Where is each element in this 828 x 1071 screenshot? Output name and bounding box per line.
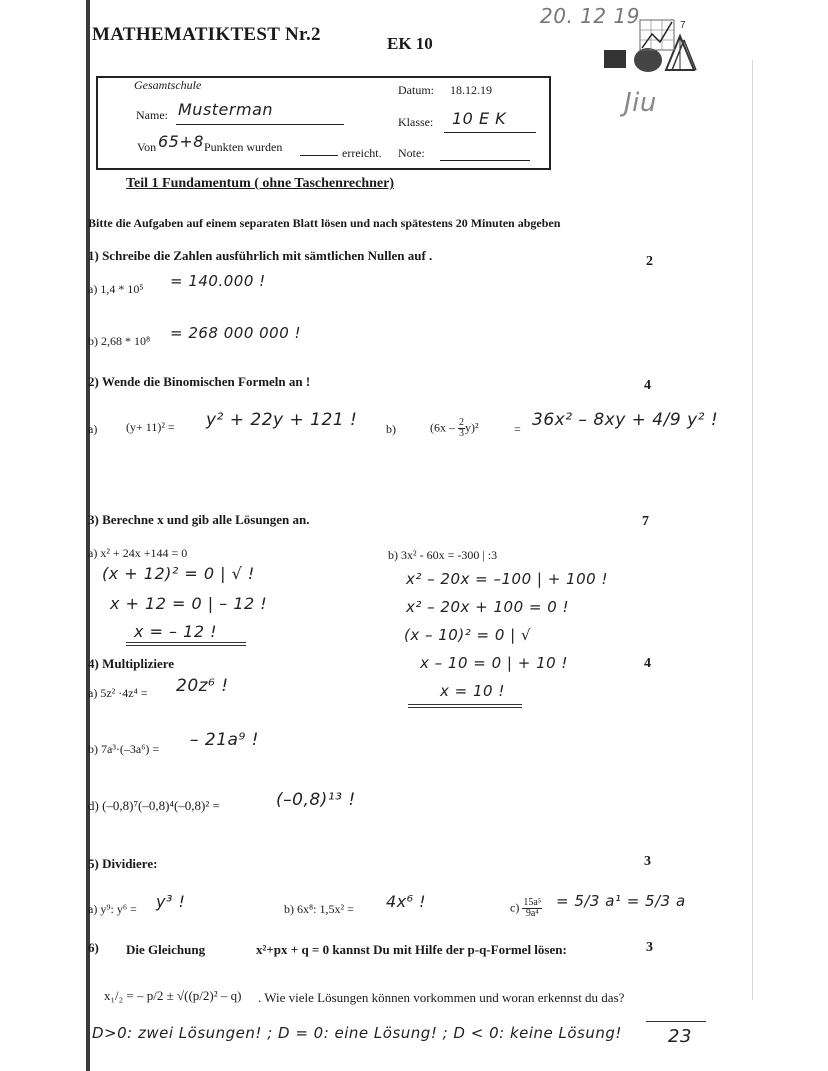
task2b-label: b) (386, 422, 396, 436)
task2-points: 4 (644, 378, 651, 393)
name-label: Name: (136, 108, 168, 122)
task3b-step-3: (x – 10)² = 0 | √ (404, 626, 532, 644)
task1a-answer: = 140.000 ! (170, 272, 266, 290)
task1-title: 1) Schreibe die Zahlen ausführlich mit sämtlichen Nullen auf . (88, 248, 433, 263)
score-line (646, 1021, 706, 1022)
klasse-underline (444, 132, 536, 133)
task2b-frac-den: 3 (459, 428, 464, 439)
task5c-fraction (522, 898, 542, 919)
task5c-expr (510, 898, 542, 919)
task2b-expr-pre: (6x – (430, 420, 455, 435)
task5b-answer: 4x⁶ ! (386, 892, 427, 911)
task5c-answer: = 5/3 a¹ = 5/3 a (556, 892, 686, 910)
task3a-step-3: x = – 12 ! (134, 622, 217, 641)
task3a-step-2: x + 12 = 0 | – 12 ! (110, 594, 268, 613)
note-label: Note: (398, 146, 425, 160)
task5a-label: a) y⁹: y⁶ = (88, 902, 137, 916)
task3a-step-1: (x + 12)² = 0 | √ ! (102, 564, 255, 583)
name-underline (176, 124, 344, 125)
task4a-label: a) 5z² ·4z⁴ = (88, 686, 148, 700)
klasse-value[interactable]: 10 E K (452, 109, 507, 128)
task3a-result-underline (126, 642, 246, 646)
task2b-eq: = (514, 422, 521, 436)
task1b-answer: = 268 000 000 ! (170, 324, 302, 342)
part-title: Teil 1 Fundamentum ( ohne Taschenrechner) (126, 176, 394, 191)
klasse-label: Klasse: (398, 115, 434, 129)
task6-equation: x²+px + q = 0 kannst Du mit Hilfe der p-q-Formel lösen: (256, 942, 567, 957)
erreicht-text: erreicht. (342, 146, 382, 160)
task3-title: 3) Berechne x und gib alle Lösungen an. (88, 512, 310, 527)
task2a-answer: y² + 22y + 121 ! (206, 410, 358, 430)
task3b-result-underline (408, 704, 522, 708)
margin-rule (752, 60, 753, 1000)
task2-title: 2) Wende die Binomischen Formeln an ! (88, 374, 311, 389)
task5b-label: b) 6x⁸: 1,5x² = (284, 902, 354, 916)
task4-points: 4 (644, 656, 651, 671)
task4b-label: b) 7a³·(–3a⁶) = (88, 742, 160, 756)
points-text: Punkten wurden (204, 140, 283, 154)
task1b-label: b) 2,68 * 10⁸ (88, 334, 151, 348)
task2a-label: a) (88, 422, 98, 436)
datum-label: Datum: (398, 83, 434, 97)
task1a-label: a) 1,4 * 10⁵ (88, 282, 144, 296)
task3b-label: b) 3x² - 60x = -300 | :3 (388, 548, 498, 562)
task3b-step-1: x² – 20x = –100 | + 100 ! (406, 570, 608, 588)
instruction-text: Bitte die Aufgaben auf einem separaten Blatt lösen und nach spätestens 20 Minuten abgeben (88, 216, 561, 230)
task2b-frac-num: 2 (459, 417, 464, 428)
task3a-label: a) x² + 24x +144 = 0 (88, 546, 188, 560)
task2b-expr-post: y)² (465, 420, 479, 435)
task4c-answer: (–0,8)¹³ ! (276, 790, 356, 810)
math-logo-icon (600, 14, 700, 80)
task6-question: . Wie viele Lösungen können vorkommen und woran erkennst du das? (258, 990, 625, 1005)
task3b-step-4: x – 10 = 0 | + 10 ! (420, 654, 568, 672)
task4a-answer: 20z⁶ ! (176, 676, 229, 696)
task3b-step-2: x² – 20x + 100 = 0 ! (406, 598, 570, 616)
task4-title: 4) Multipliziere (88, 656, 175, 671)
task6-formula: x₁/₂ = – p/2 ± √((p/2)² – q) (104, 988, 242, 1003)
task6-points: 3 (646, 940, 653, 955)
task5a-answer: y³ ! (156, 892, 186, 911)
task2b-fraction (458, 418, 465, 439)
task3b-step-5: x = 10 ! (440, 682, 505, 700)
task6-number: 6) (88, 940, 99, 955)
handwritten-date: 20. 12 19 (540, 4, 640, 28)
task4c-label: d) (–0,8)⁷(–0,8)⁴(–0,8)² = (88, 798, 220, 813)
von-label: Von (137, 140, 157, 154)
task5-points: 3 (644, 854, 651, 869)
teacher-initials: Jiu (624, 88, 657, 118)
task6-answer: D>0: zwei Lösungen! ; D = 0: eine Lösung! ; D < 0: keine Lösung! (92, 1024, 622, 1042)
name-value[interactable]: Musterman (178, 100, 274, 119)
test-title: MATHEMATIKTEST Nr.2 (92, 24, 321, 45)
course-code: EK 10 (387, 34, 433, 53)
svg-text:7: 7 (680, 20, 686, 31)
task2b-answer: 36x² – 8xy + 4/9 y² ! (532, 410, 719, 430)
datum-value: 18.12.19 (450, 83, 492, 97)
task5c-num: 15a⁵ (523, 897, 542, 908)
von-value[interactable]: 65+8 (158, 132, 204, 151)
task2a-expr: (y+ 11)² = (126, 420, 175, 434)
task5c-label: c) (510, 900, 520, 915)
note-underline[interactable] (440, 160, 530, 161)
school-name: Gesamtschule (134, 78, 202, 92)
task3-points: 7 (642, 514, 649, 529)
task1-points: 2 (646, 254, 653, 269)
total-score: 23 (668, 1026, 692, 1047)
task6-title: Die Gleichung (126, 942, 206, 957)
points-underline (300, 155, 338, 156)
task2b-expr (430, 418, 479, 439)
task5-title: 5) Dividiere: (88, 856, 158, 871)
task4b-answer: – 21a⁹ ! (190, 730, 259, 750)
task5c-den: 9a⁴ (525, 908, 539, 919)
